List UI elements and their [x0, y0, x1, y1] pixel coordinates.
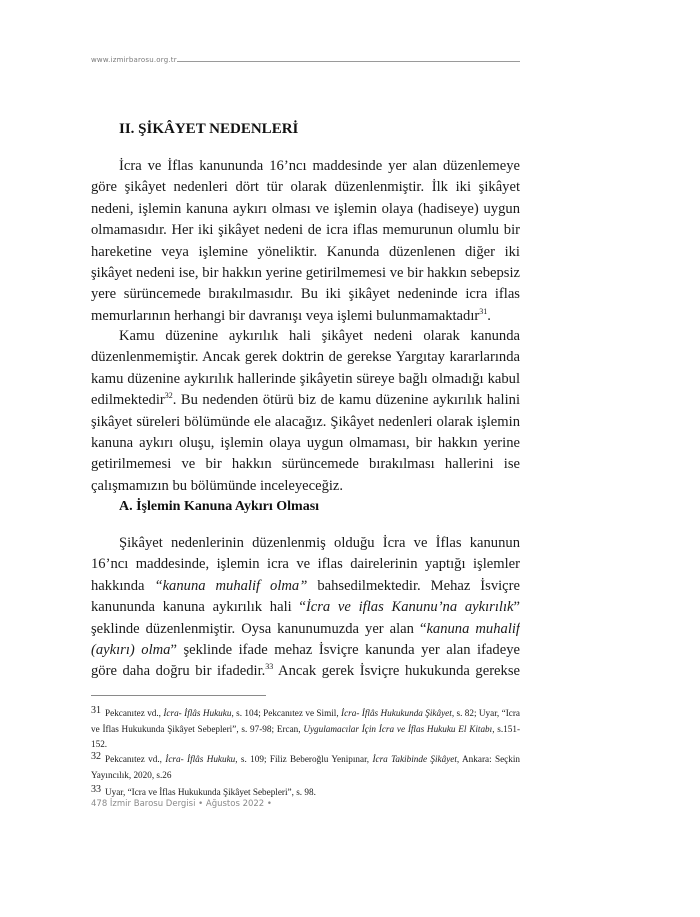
footnote-32-number: 32 — [91, 751, 101, 762]
header-url: www.izmirbarosu.org.tr — [91, 56, 177, 64]
paragraph-3 — [91, 533, 520, 681]
footnote-31-number: 31 — [91, 705, 101, 716]
paragraph-2-text-a: Kamu düzenine aykırılık hali şikâyet nedeni olarak kanunda düzenlenmemiştir. Ancak gerek doktrin de gerekse Yargıtay kararlarında kamu düzenine aykırılık hallerinde şikâyetin süreye bağlı olmadığı kabul edilmektedir — [91, 328, 520, 409]
paragraph-3-italic-3: kanuna muhalif (aykırı) olma — [91, 620, 520, 659]
footnote-ref-32[interactable]: 32 — [164, 391, 173, 401]
footnote-32-part-d: İcra Takibinde Şikâyet — [372, 754, 457, 764]
paragraph-2-text-b: . Bu nedenden ötürü biz de kamu düzenine aykırılık halini şikâyet süreleri bölümünde ele alacağız. Şikâyet nedenleri olarak işlemin kanuna aykırı oluşu, işlemin olaya uygun olmaması, bir hakkın yerine getirilmemesi ve bir hakkın sürüncemede bırakılması hallerini ise çalışmamızın bu bölümünde inceleyeceğiz. — [91, 392, 520, 494]
section-title: II. ŞİKÂYET NEDENLERİ — [119, 121, 299, 137]
footnote-31-part-b: İcra- İflâs Hukuku — [163, 708, 232, 718]
paragraph-3-italic-1: “kanuna muhalif olma” — [154, 577, 308, 594]
paragraph-3-text-3: ” şeklinde düzenlenmiştir. Oysa kanunumuzda yer alan “ — [91, 599, 520, 637]
paragraph-1-text: İcra ve İflas kanununda 16’ncı maddesinde yer alan düzenlemeye göre şikâyet nedenleri dört tür olarak düzenlenmiştir. İlk iki şikâyet nedeni, işlemin kanuna aykırı olması ve işlemin olaya (hadiseye) uygun olmamasıdır. Her iki şikâyet nedeni de icra iflas memurunun olumlu bir hareketine veya işlemine yöneliktir. Kanunda düzenlenen diğer iki şikâyet nedeni ise, bir hakkın yerine getirilmemesi ve bir hakkın sebepsiz yere sürüncemede bırakılmasıdır. Bu iki şikâyet nedeninde icra iflas memurlarının herhangi bir davranışı veya işlemi bulunmamaktadır — [91, 158, 520, 324]
footnote-31-part-f: Uygulamacılar İçin İcra ve İflas Hukuku El Kitabı — [303, 723, 493, 734]
footnote-31-part-g: , s.151-152. — [91, 723, 521, 749]
footnote-32 — [91, 749, 520, 783]
footnote-32-part-a: Pekcanıtez vd., — [105, 754, 166, 764]
footnote-ref-33[interactable]: 33 — [265, 662, 274, 672]
paragraph-3-text-1: Şikâyet nedenlerinin düzenlenmiş olduğu İcra ve İflas kanunun 16’ncı maddesinde, işlemin icra ve iflas dairelerinin yaptığı işlemler hakkında — [91, 535, 520, 594]
page-footer: 478 İzmir Barosu Dergisi • Ağustos 2022 • — [91, 799, 272, 809]
footnote-33-number: 33 — [91, 784, 101, 795]
paragraph-2 — [91, 326, 520, 497]
header-rule — [177, 61, 520, 62]
footnote-ref-31[interactable]: 31 — [479, 306, 488, 316]
footnote-31-part-c: , s. 104; Pekcanıtez ve Simil, — [231, 708, 342, 718]
footnote-31-part-a: Pekcanıtez vd., — [105, 708, 164, 718]
footnote-rule — [91, 695, 266, 696]
footnote-33-text: Uyar, “Icra ve İflas Hukukunda Şikâyet Sebepleri”, s. 98. — [105, 787, 316, 797]
paragraph-3-italic-2: İcra ve iflas Kanunu’na aykırılık — [305, 599, 514, 616]
paragraph-3-text-2: bahsedilmektedir. Mehaz İsviçre kanununda kanuna aykırılık hali “ — [91, 577, 520, 616]
footnote-31-part-e: , s. 82; Uyar, “Icra ve İflas Hukukunda Şikâyet Sebepleri”, s. 97-98; Ercan, — [91, 708, 520, 734]
footnote-32-part-b: İcra- İflâs Hukuku — [165, 754, 236, 764]
footnote-33 — [91, 782, 520, 801]
footnote-32-part-e: , Ankara: Seçkin Yayıncılık, 2020, s.26 — [91, 754, 521, 780]
footnote-31 — [91, 703, 520, 753]
subsection-title: A. İşlemin Kanuna Aykırı Olması — [119, 499, 320, 514]
paragraph-3-text-4: ” şeklinde ifade mehaz İsviçre kanunda yer alan ifadeye göre daha doğru bir ifadedir. — [91, 642, 520, 680]
footnote-32-part-c: , s. 109; Filiz Beberoğlu Yenipınar, — [235, 754, 373, 764]
paragraph-1: İcra ve İflas kanununda 16’ncı maddesinde yer alan düzenlemeye göre şikâyet nedenleri dört tür olarak düzenlenmiştir. İlk iki şikâyet nedeni, işlemin kanuna aykırı olması ve işlemin olaya (hadiseye) uygun olmamasıdır. Her iki şikâyet nedeni de icra iflas memurunun olumlu bir hareketine veya işlemine yöneliktir. Kanunda düzenlenen diğer iki şikâyet nedeni ise, bir hakkın yerine getirilmemesi ve bir hakkın sebepsiz yere sürüncemede bırakılmasıdır. Bu iki şikâyet nedeninde icra iflas memurlarının herhangi bir davranışı veya işlemi bulunmamaktadır$^{31}$. — [91, 158, 520, 324]
footnote-31-part-d: İcra- İflâs Hukukunda Şikâyet — [341, 708, 452, 718]
paragraph-3-text-5: Ancak gerek İsviçre hukukunda gerekse — [278, 663, 520, 680]
